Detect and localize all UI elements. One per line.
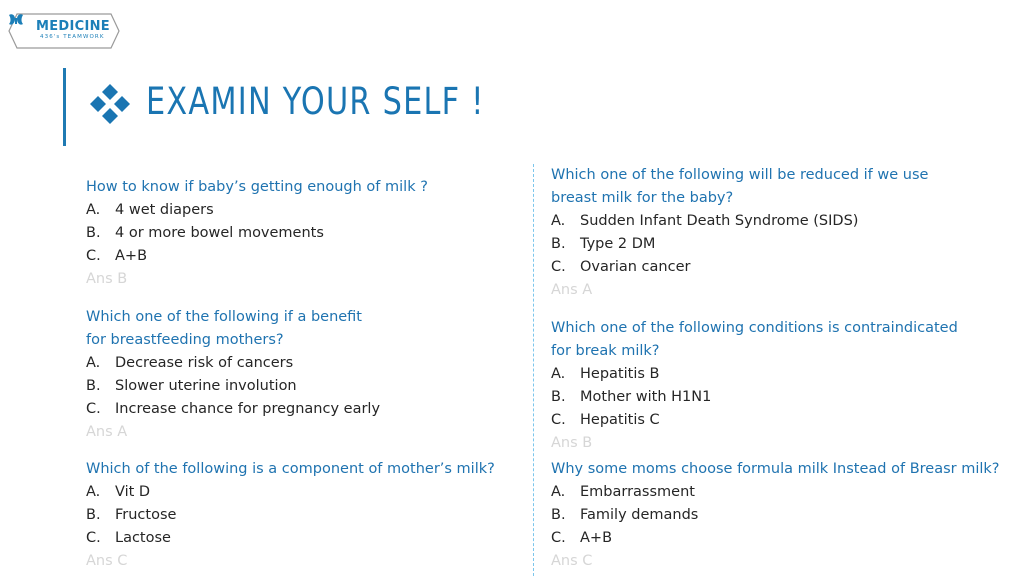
question-block-2 <box>86 306 380 444</box>
question-block-3 <box>86 458 495 573</box>
logo-title: MEDICINE <box>36 19 110 34</box>
page-title: EXAMIN YOUR SELF ! <box>146 80 485 123</box>
question-text: Why some moms choose formula milk Instead of Breasr milk? <box>551 461 1000 477</box>
option-c: C. Lactose <box>86 530 171 546</box>
option-b: B. Family demands <box>551 507 699 523</box>
answer-text: Ans C <box>86 553 128 569</box>
option-c: C. A+B <box>551 530 613 546</box>
question-text-line-2: breast milk for the baby? <box>551 190 734 206</box>
question-block-1 <box>86 176 428 291</box>
question-block-4 <box>551 164 928 302</box>
option-b: B. Slower uterine involution <box>86 378 297 394</box>
option-c: C. Hepatitis C <box>551 412 660 428</box>
option-a: A. 4 wet diapers <box>86 202 214 218</box>
logo-subtitle: 436's TEAMWORK <box>40 34 105 40</box>
option-c: C. Ovarian cancer <box>551 259 691 275</box>
option-a: A. Sudden Infant Death Syndrome (SIDS) <box>551 213 859 229</box>
option-a: A. Embarrassment <box>551 484 695 500</box>
question-text-line-2: for breastfeeding mothers? <box>86 332 284 348</box>
question-block-6 <box>551 458 1000 573</box>
question-text: Which one of the following will be reduced if we use <box>551 167 929 183</box>
question-text: How to know if baby’s getting enough of milk ? <box>86 179 428 195</box>
question-text: Which of the following is a component of mother’s milk? <box>86 461 495 477</box>
option-b: B. Fructose <box>86 507 177 523</box>
question-text-line-2: for break milk? <box>551 343 660 359</box>
answer-text: Ans A <box>86 424 128 440</box>
answer-text: Ans A <box>551 282 593 298</box>
kidney-logo-icon <box>8 13 24 27</box>
question-text: Which one of the following if a benefit <box>86 309 362 325</box>
logo <box>8 13 118 48</box>
answer-text: Ans C <box>551 553 593 569</box>
option-c: C. Increase chance for pregnancy early <box>86 401 381 417</box>
answer-text: Ans B <box>86 271 128 287</box>
option-c: C. A+B <box>86 248 148 264</box>
four-diamond-bullet-icon <box>90 84 130 124</box>
option-b: B. Type 2 DM <box>551 236 656 252</box>
option-b: B. Mother with H1N1 <box>551 389 712 405</box>
question-block-5 <box>551 317 958 455</box>
option-a: A. Decrease risk of cancers <box>86 355 294 371</box>
title-accent-bar <box>63 68 66 146</box>
option-a: A. Hepatitis B <box>551 366 660 382</box>
question-text: Which one of the following conditions is contraindicated <box>551 320 958 336</box>
option-a: A. Vit D <box>86 484 151 500</box>
answer-text: Ans B <box>551 435 593 451</box>
option-b: B. 4 or more bowel movements <box>86 225 324 241</box>
column-divider <box>533 164 534 576</box>
